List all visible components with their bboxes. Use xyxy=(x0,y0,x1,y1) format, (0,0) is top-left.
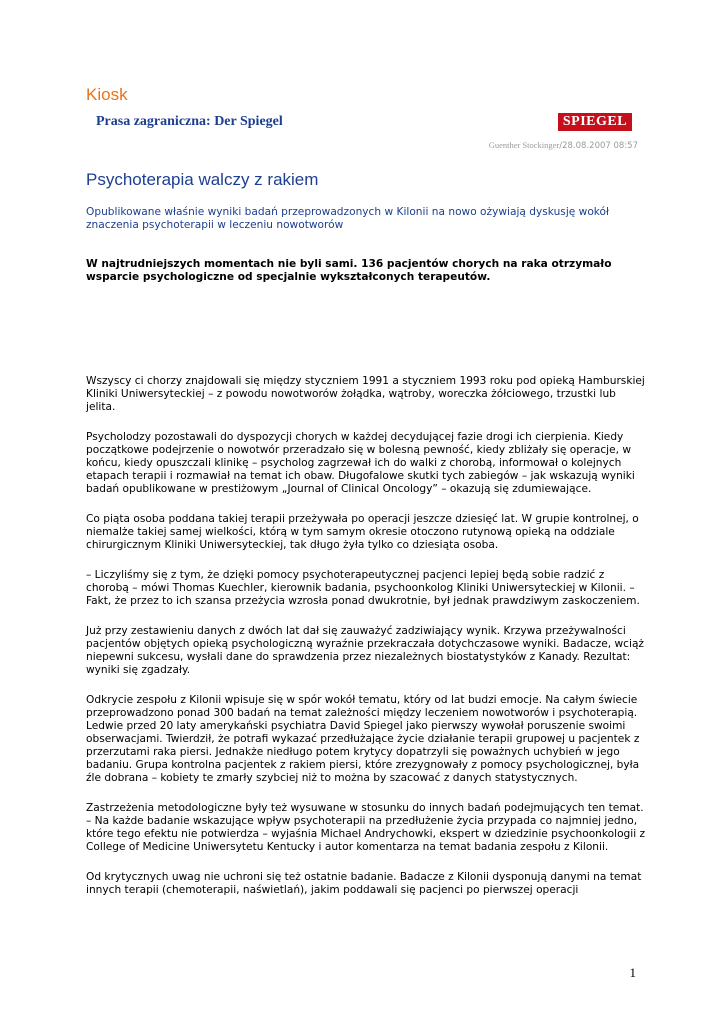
article-paragraph: Już przy zestawieniu danych z dwóch lat dał się zauważyć zadziwiający wynik. Krzywa przeżywalności pacjentów objętych opieką psychologiczną wyraźnie przekraczała dotychczasowe wyniki. Badacze, wciąż niepewni sukcesu, wysłali dane do sprawdzenia przez niezależnych biostatystyków z Kanady. Rezultat: wyniki się zgadzały. xyxy=(86,625,644,676)
article-paragraph: – Liczyliśmy się z tym, że dzięki pomocy psychoterapeutycznej pacjenci lepiej będą sobie radzić z chorobą – mówi Thomas Kuechler, kierownik badania, psychoonkolog Kliniki Uniwersyteckiej w Kilonii. – Fakt, że przez to ich szansa przeżycia wzrosła ponad dwukrotnie, był jednak prawdziwym zaskoczeniem. xyxy=(86,569,640,607)
article-paragraph: Od krytycznych uwag nie uchroni się też ostatnie badanie. Badacze z Kilonii dysponują danymi na temat innych terapii (chemoterapii, naświetlań), jakim poddawali się pacjenci po pierwszej operacji xyxy=(86,871,642,896)
subsection-title: Prasa zagraniczna: Der Spiegel xyxy=(96,114,283,129)
byline xyxy=(489,140,638,151)
publish-date: /28.08.2007 08:57 xyxy=(559,141,638,151)
article-title: Psychoterapia walczy z rakiem xyxy=(86,170,319,189)
article-lead: Opublikowane właśnie wyniki badań przeprowadzonych w Kilonii na nowo ożywiają dyskusję wokół znaczenia psychoterapii w leczeniu nowotworów xyxy=(86,206,610,231)
author-name: Guenther Stockinger xyxy=(488,140,560,150)
article-intro: W najtrudniejszych momentach nie byli sami. 136 pacjentów chorych na raka otrzymało wsparcie psychologiczne od specjalnie wykształconych terapeutów. xyxy=(86,258,612,283)
section-title: Kiosk xyxy=(86,85,128,104)
article-paragraph: Zastrzeżenia metodologiczne były też wysuwane w stosunku do innych badań podejmujących ten temat. – Na każde badanie wskazujące wpływ psychoterapii na przedłużenie życia przypada co najmniej jedno, które tego efektu nie potwierdza – wyjaśnia Michael Andrychowki, ekspert w dziedzinie psychoonkologii z College of Medicine Uniwersytetu Kentucky i autor komentarza na temat badania zespołu z Kilonii. xyxy=(86,802,646,853)
article-body xyxy=(86,375,646,914)
article-paragraph: Wszyscy ci chorzy znajdowali się między styczniem 1991 a styczniem 1993 roku pod opieką Hamburskiej Kliniki Uniwersyteckiej – z powodu nowotworów żołądka, wątroby, woreczka żółciowego, trzustki lub jelita. xyxy=(86,375,645,413)
article-paragraph: Co piąta osoba poddana takiej terapii przeżywała po operacji jeszcze dziesięć lat. W grupie kontrolnej, o niemalże takiej samej wielkości, którą w tym samym okresie otoczono rutynową opieką na oddziale chirurgicznym Kliniki Uniwersyteckiej, tak długo żyła tylko co dziesiąta osoba. xyxy=(86,513,639,551)
article-paragraph: Psycholodzy pozostawali do dyspozycji chorych w każdej decydującej fazie drogi ich cierpienia. Kiedy początkowe podejrzenie o nowotwór przeradzało się w bolesną pewność, kiedy zbliżały się operacje, w końcu, kiedy opuszczali klinikę – psycholog zagrzewał ich do walki z chorobą, informował o kolejnych etapach terapii i rozmawiał na temat ich obaw. Długofalowe skutki tych zabiegów – jak wskazują wyniki badań opublikowane w prestiżowym „Journal of Clinical Oncology” – okazują się zdumiewające. xyxy=(86,431,635,495)
page-number: 1 xyxy=(629,965,636,980)
spiegel-logo: SPIEGEL xyxy=(558,113,632,131)
article-paragraph: Odkrycie zespołu z Kilonii wpisuje się w spór wokół tematu, który od lat budzi emocje. Na całym świecie przeprowadzono ponad 300 badań na temat zależności między leczeniem nowotworów i psychoterapią. Ledwie przed 20 laty amerykański psychiatra David Spiegel jako pierwszy wywołał poruszenie swoimi obserwacjami. Twierdził, że potrafi wykazać przedłużające życie działanie terapii grupowej u pacjentek z przerzutami raka piersi. Jednakże niedługo potem krytycy dopatrzyli się poważnych uchybień w jego badaniu. Grupa kontrolna pacjentek z rakiem piersi, które zrezygnowały z pomocy psychologicznej, była źle dobrana – kobiety te zmarły szybciej niż to można by szacować z danych statystycznych. xyxy=(86,694,640,784)
